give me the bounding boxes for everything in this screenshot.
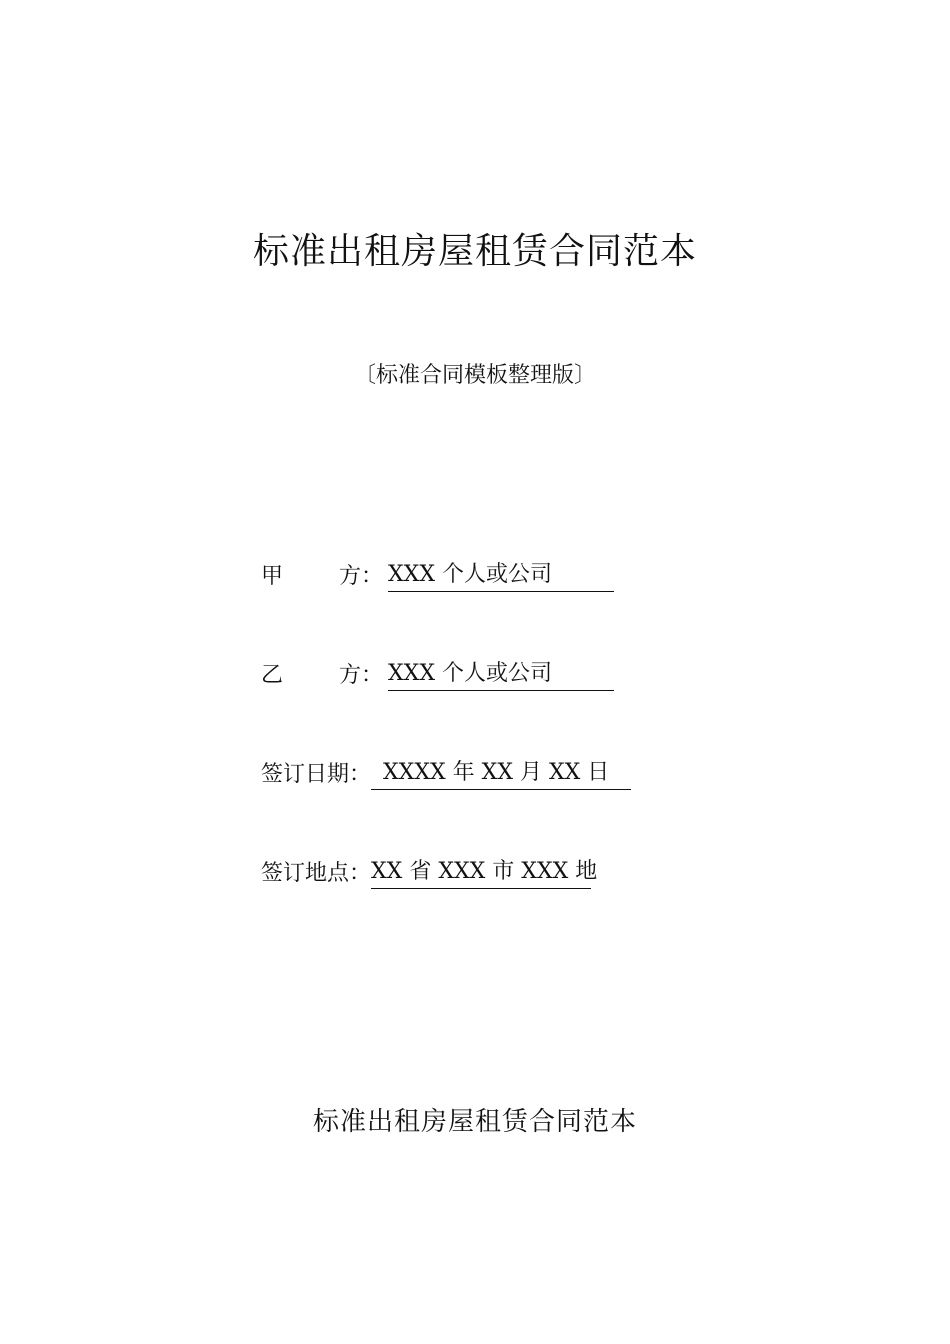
footer-title: 标准出租房屋租赁合同范本	[312, 1107, 637, 1137]
party-a-value: XXX 个人或公司	[388, 560, 614, 592]
sign-place-value: XX 省 XXX 市 XXX 地	[371, 857, 591, 889]
sign-date-field	[261, 758, 631, 792]
party-b-label-rest: 方：	[339, 663, 384, 688]
party-a-field	[261, 560, 614, 594]
party-b-label	[261, 659, 388, 693]
sign-date-label: 签订日期：	[261, 762, 372, 787]
sign-place-label: 签订地点：	[261, 861, 372, 886]
party-b-field	[261, 659, 614, 693]
party-a-label-rest: 方：	[339, 564, 384, 589]
document-title: 标准出租房屋租赁合同范本	[252, 231, 697, 272]
party-a-label-first: 甲	[261, 564, 284, 589]
sign-date-value: XXXX 年 XX 月 XX 日	[371, 758, 631, 790]
party-a-label	[261, 560, 388, 594]
party-b-label-first: 乙	[261, 663, 284, 688]
document-subtitle: 〔标准合同模板整理版〕	[353, 363, 596, 388]
sign-place-field	[261, 857, 598, 891]
party-b-value: XXX 个人或公司	[388, 659, 614, 691]
